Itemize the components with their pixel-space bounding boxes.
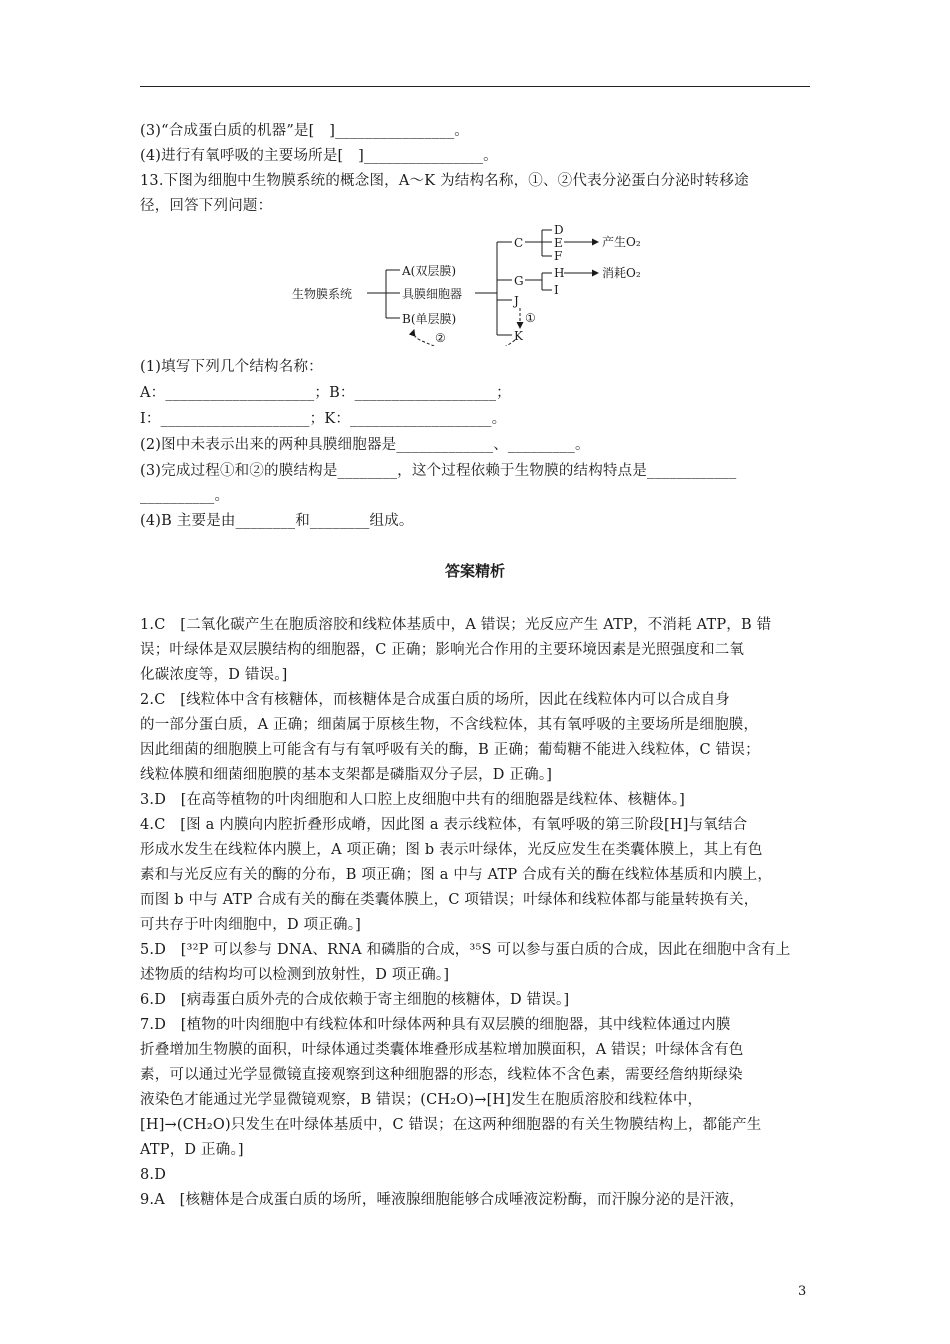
diagram-node-d: D — [554, 223, 564, 237]
membrane-system-diagram — [290, 218, 670, 346]
answer-line: 折叠增加生物膜的面积，叶绿体通过类囊体堆叠形成基粒增加膜面积，A 错误；叶绿体含有色 — [140, 1042, 744, 1058]
diagram-node-c: C — [514, 236, 524, 250]
diagram-node-j: J — [514, 294, 519, 308]
answer-line: 误；叶绿体是双层膜结构的细胞器，C 正确；影响光合作用的主要环境因素是光照强度和二氧 — [140, 642, 745, 658]
diagram-node-g: G — [514, 274, 524, 288]
question-12-4: (4)进行有氧呼吸的主要场所是[ ]________________。 — [140, 148, 498, 164]
diagram-node-i: I — [554, 283, 559, 297]
diagram-path-1: ① — [525, 311, 536, 325]
answer-line: 2.C [线粒体中含有核糖体，而核糖体是合成蛋白质的场所，因此在线粒体内可以合成自身 — [140, 692, 730, 708]
question-13-4: (4)B 主要是由________和________组成。 — [140, 513, 414, 529]
answers-title: 答案精析 — [444, 562, 505, 580]
answer-line: 化碳浓度等，D 错误。] — [140, 667, 288, 683]
answer-line: [H]→(CH₂O)只发生在叶绿体基质中，C 错误；在这两种细胞器的有关生物膜结构上，都能产生 — [140, 1117, 762, 1133]
answer-line: 线粒体膜和细菌细胞膜的基本支架都是磷脂双分子层，D 正确。] — [140, 767, 553, 783]
diagram-node-e: E — [554, 236, 563, 250]
answer-line: 述物质的结构均可以检测到放射性，D 项正确。] — [140, 967, 450, 983]
question-13-2: (2)图中未表示出来的两种具膜细胞器是_____________、_________。 — [140, 437, 590, 453]
diagram-node-a: A(双层膜) — [402, 264, 457, 278]
diagram-consume-o2: 消耗O₂ — [602, 266, 641, 280]
answer-line: 形成水发生在线粒体内膜上，A 项正确；图 b 表示叶绿体，光反应发生在类囊体膜上，其上有色 — [140, 842, 763, 858]
diagram-produce-o2: 产生O₂ — [602, 235, 641, 249]
answer-line: 素，可以通过光学显微镜直接观察到这种细胞器的形态，线粒体不含色素，需要经詹纳斯绿染 — [140, 1067, 743, 1083]
diagram-node-b: B(单层膜) — [402, 312, 457, 326]
answer-line: 4.C [图 a 内膜向内腔折叠形成嵴，因此图 a 表示线粒体，有氧呼吸的第三阶段[H]与氧结合 — [140, 817, 748, 833]
question-12-3: (3)“合成蛋白质的机器”是[ ]________________。 — [140, 123, 469, 139]
diagram-node-mid: 具膜细胞器 — [402, 287, 463, 301]
answer-line: 9.A [核糖体是合成蛋白质的场所，唾液腺细胞能够合成唾液淀粉酶，而汗腺分泌的是汗液， — [140, 1192, 745, 1208]
answer-line: 3.D [在高等植物的叶肉细胞和人口腔上皮细胞中共有的细胞器是线粒体、核糖体。] — [140, 792, 686, 808]
diagram-node-h: H — [554, 266, 565, 280]
answer-line: 的一部分蛋白质，A 正确；细菌属于原核生物，不含线粒体，其有氧呼吸的主要场所是细胞膜， — [140, 717, 759, 733]
answer-line: 而图 b 中与 ATP 合成有关的酶在类囊体膜上，C 项错误；叶绿体和线粒体都与能量转换有关， — [140, 892, 759, 908]
answer-line: 7.D [植物的叶肉细胞中有线粒体和叶绿体两种具有双层膜的细胞器，其中线粒体通过内膜 — [140, 1017, 731, 1033]
diagram-root: 生物膜系统 — [292, 287, 353, 301]
page-number: 3 — [798, 1284, 807, 1299]
header-rule — [140, 86, 810, 87]
answer-line: 6.D [病毒蛋白质外壳的合成依赖于寄主细胞的核糖体，D 错误。] — [140, 992, 570, 1008]
diagram-path-2: ② — [435, 331, 446, 345]
question-13-stem-cont: 径，回答下列问题： — [140, 198, 273, 214]
diagram-node-k: K — [514, 329, 523, 343]
question-13-stem: 13.下图为细胞中生物膜系统的概念图，A～K 为结构名称，①、②代表分泌蛋白分泌时转移途 — [140, 173, 749, 189]
answer-line: 液染色才能通过光学显微镜观察，B 错误；(CH₂O)→[H]发生在胞质溶胶和线粒体中， — [140, 1092, 703, 1108]
answer-line: 1.C [二氧化碳产生在胞质溶胶和线粒体基质中，A 错误；光反应产生 ATP，不消耗 ATP，B 错 — [140, 617, 772, 633]
answer-line: 因此细菌的细胞膜上可能含有与有氧呼吸有关的酶，B 正确；葡萄糖不能进入线粒体，C 错误； — [140, 742, 760, 758]
answer-line: ATP，D 正确。] — [140, 1142, 244, 1158]
question-13-3-cont: __________。 — [140, 488, 230, 504]
diagram-node-f: F — [554, 249, 563, 263]
question-13-1-a: A：____________________；B：___________________； — [140, 385, 511, 401]
answer-line: 素和与光反应有关的酶的分布，B 项正确；图 a 中与 ATP 合成有关的酶在线粒体基质和内膜上， — [140, 867, 773, 883]
answer-line: 5.D [³²P 可以参与 DNA、RNA 和磷脂的合成，³⁵S 可以参与蛋白质的合成，因此在细胞中含有上 — [140, 942, 791, 958]
question-13-3: (3)完成过程①和②的膜结构是________，这个过程依赖于生物膜的结构特点是____________ — [140, 463, 737, 479]
question-13-1-b: I：____________________；K：___________________。 — [140, 411, 507, 427]
answer-line: 可共存于叶肉细胞中，D 项正确。] — [140, 917, 362, 933]
question-13-1: (1)填写下列几个结构名称： — [140, 359, 323, 375]
answer-line: 8.D — [140, 1167, 167, 1183]
